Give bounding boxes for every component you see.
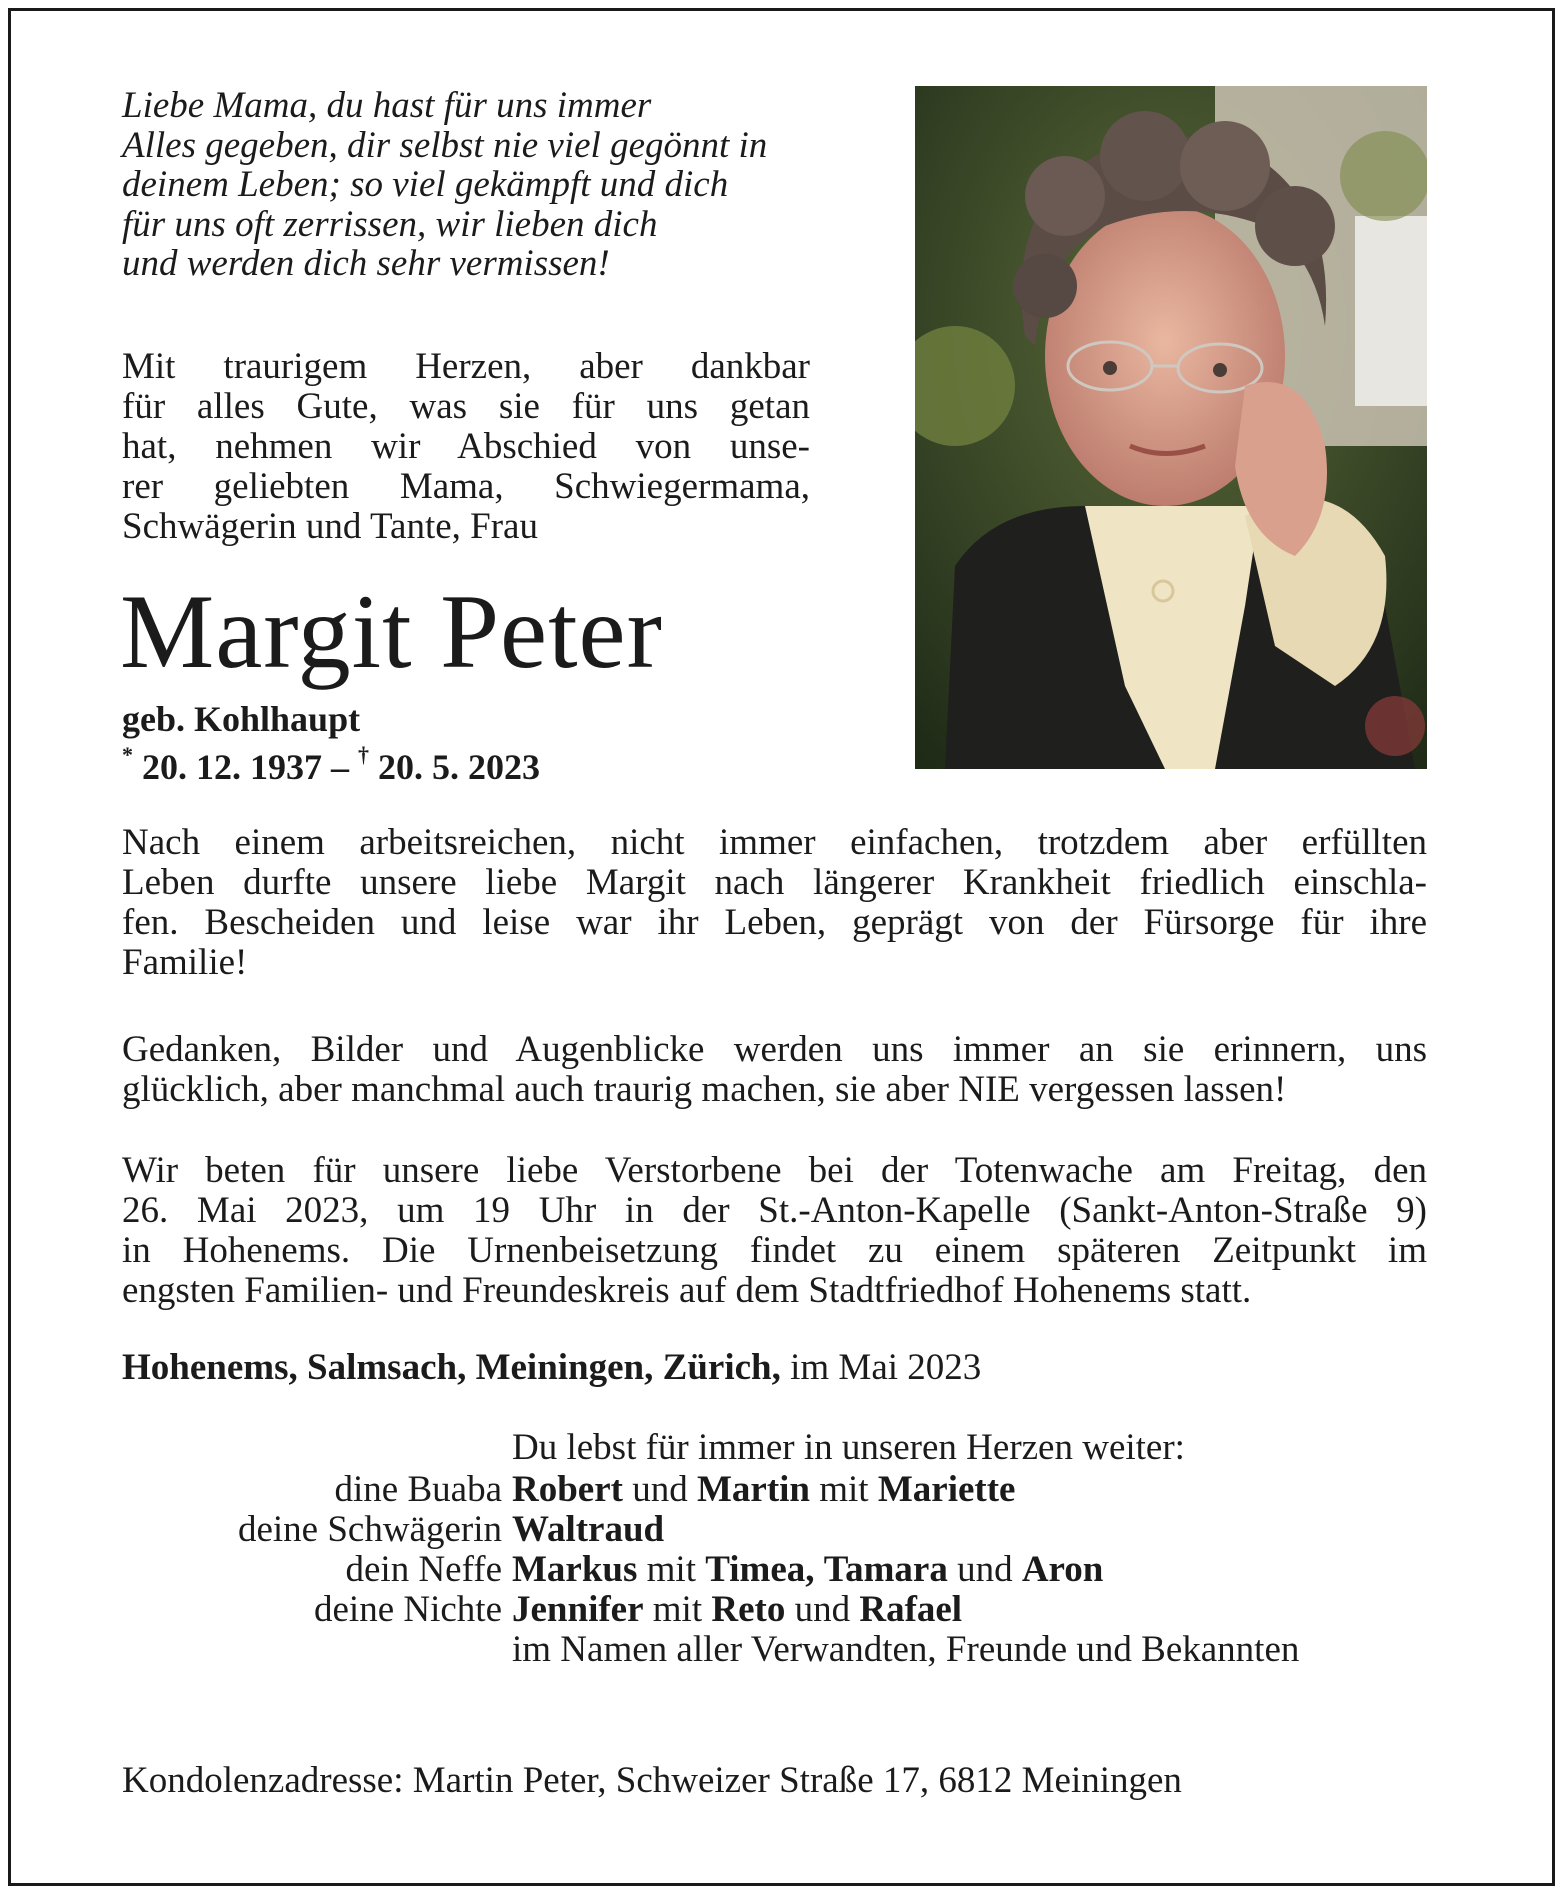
mourner-relation: dine Buaba bbox=[334, 1469, 502, 1510]
mourner-relation: dein Neffe bbox=[345, 1549, 502, 1590]
paragraph-line: Nach einem arbeitsreichen, nicht immer einfachen, trotzdem aber erfüllten bbox=[122, 822, 1427, 863]
notice-date: im Mai 2023 bbox=[790, 1347, 982, 1388]
paragraph-line: Gedanken, Bilder und Augenblicke werden uns immer an sie erinnern, uns bbox=[122, 1029, 1427, 1070]
paragraph-line: Familie! bbox=[122, 942, 248, 983]
paragraph-line: 26. Mai 2023, um 19 Uhr in der St.-Anton-Kapelle (Sankt-Anton-Straße 9) bbox=[122, 1190, 1427, 1231]
intro-line: für alles Gute, was sie für uns getan bbox=[122, 386, 810, 427]
mourner-relation: deine Nichte bbox=[314, 1589, 502, 1630]
intro-line: Mit traurigem Herzen, aber dankbar bbox=[122, 346, 810, 387]
paragraph-line: in Hohenems. Die Urnenbeisetzung findet zu einem späteren Zeitpunkt im bbox=[122, 1230, 1427, 1271]
condolence-address: Kondolenzadresse: Martin Peter, Schweizer Straße 17, 6812 Meiningen bbox=[122, 1760, 1182, 1801]
mourner-names: Waltraud bbox=[512, 1509, 665, 1550]
death-date: 20. 5. 2023 bbox=[378, 747, 540, 787]
intro-line: Schwägerin und Tante, Frau bbox=[122, 506, 538, 547]
place-date bbox=[122, 1348, 981, 1388]
mourner-names: Robert und Martin mit Mariette bbox=[512, 1469, 1016, 1510]
intro-line: rer geliebten Mama, Schwiegermama, bbox=[122, 466, 810, 507]
paragraph-line: Leben durfte unsere liebe Margit nach längerer Krankheit friedlich einschla- bbox=[122, 862, 1427, 903]
mourner-row bbox=[0, 1550, 1567, 1590]
mourner-row bbox=[0, 1590, 1567, 1630]
intro-line: hat, nehmen wir Abschied von unse- bbox=[122, 426, 810, 467]
poem-line: deinem Leben; so viel gekämpft und dich bbox=[122, 164, 729, 205]
paragraph-memories bbox=[122, 1030, 1427, 1110]
mourners-list bbox=[0, 1428, 1567, 1670]
birth-name: geb. Kohlhaupt bbox=[122, 699, 361, 739]
intro-text bbox=[122, 347, 810, 547]
death-symbol: † bbox=[358, 742, 369, 767]
paragraph-line: engsten Familien- und Freundeskreis auf dem Stadtfriedhof Hohenems statt. bbox=[122, 1270, 1252, 1311]
poem-line: Liebe Mama, du hast für uns immer bbox=[122, 85, 652, 126]
paragraph-line: Wir beten für unsere liebe Verstorbene bei der Totenwache am Freitag, den bbox=[122, 1150, 1427, 1191]
birth-symbol: * bbox=[122, 742, 133, 767]
date-dash: – bbox=[331, 747, 349, 787]
mourners-closing-row bbox=[0, 1630, 1567, 1670]
paragraph-line: fen. Bescheiden und leise war ihr Leben, geprägt von der Fürsorge für ihre bbox=[122, 902, 1427, 943]
paragraph-service bbox=[122, 1151, 1427, 1311]
paragraph-line: glücklich, aber manchmal auch traurig machen, sie aber NIE vergessen lassen! bbox=[122, 1069, 1287, 1110]
life-dates bbox=[122, 740, 540, 786]
place-names: Hohenems, Salmsach, Meiningen, Zürich, bbox=[122, 1347, 781, 1388]
mourners-closing: im Namen aller Verwandten, Freunde und Bekannten bbox=[512, 1629, 1300, 1670]
portrait-illustration bbox=[915, 86, 1427, 769]
deceased-name: Margit Peter bbox=[120, 573, 663, 690]
poem-line: und werden dich sehr vermissen! bbox=[122, 243, 610, 284]
mourner-row bbox=[0, 1470, 1567, 1510]
mourners-intro-row bbox=[0, 1428, 1567, 1468]
portrait-photo bbox=[915, 86, 1427, 769]
poem-line: Alles gegeben, dir selbst nie viel gegönnt in bbox=[122, 124, 768, 166]
birth-date: 20. 12. 1937 bbox=[142, 747, 322, 787]
poem bbox=[122, 86, 842, 284]
mourner-row bbox=[0, 1510, 1567, 1550]
mourner-names: Markus mit Timea, Tamara und Aron bbox=[512, 1549, 1104, 1590]
mourners-intro: Du lebst für immer in unseren Herzen weiter: bbox=[512, 1427, 1185, 1468]
paragraph-life bbox=[122, 823, 1427, 983]
mourner-names: Jennifer mit Reto und Rafael bbox=[512, 1589, 963, 1630]
mourner-relation: deine Schwägerin bbox=[237, 1509, 502, 1550]
poem-line: für uns oft zerrissen, wir lieben dich bbox=[122, 203, 658, 245]
